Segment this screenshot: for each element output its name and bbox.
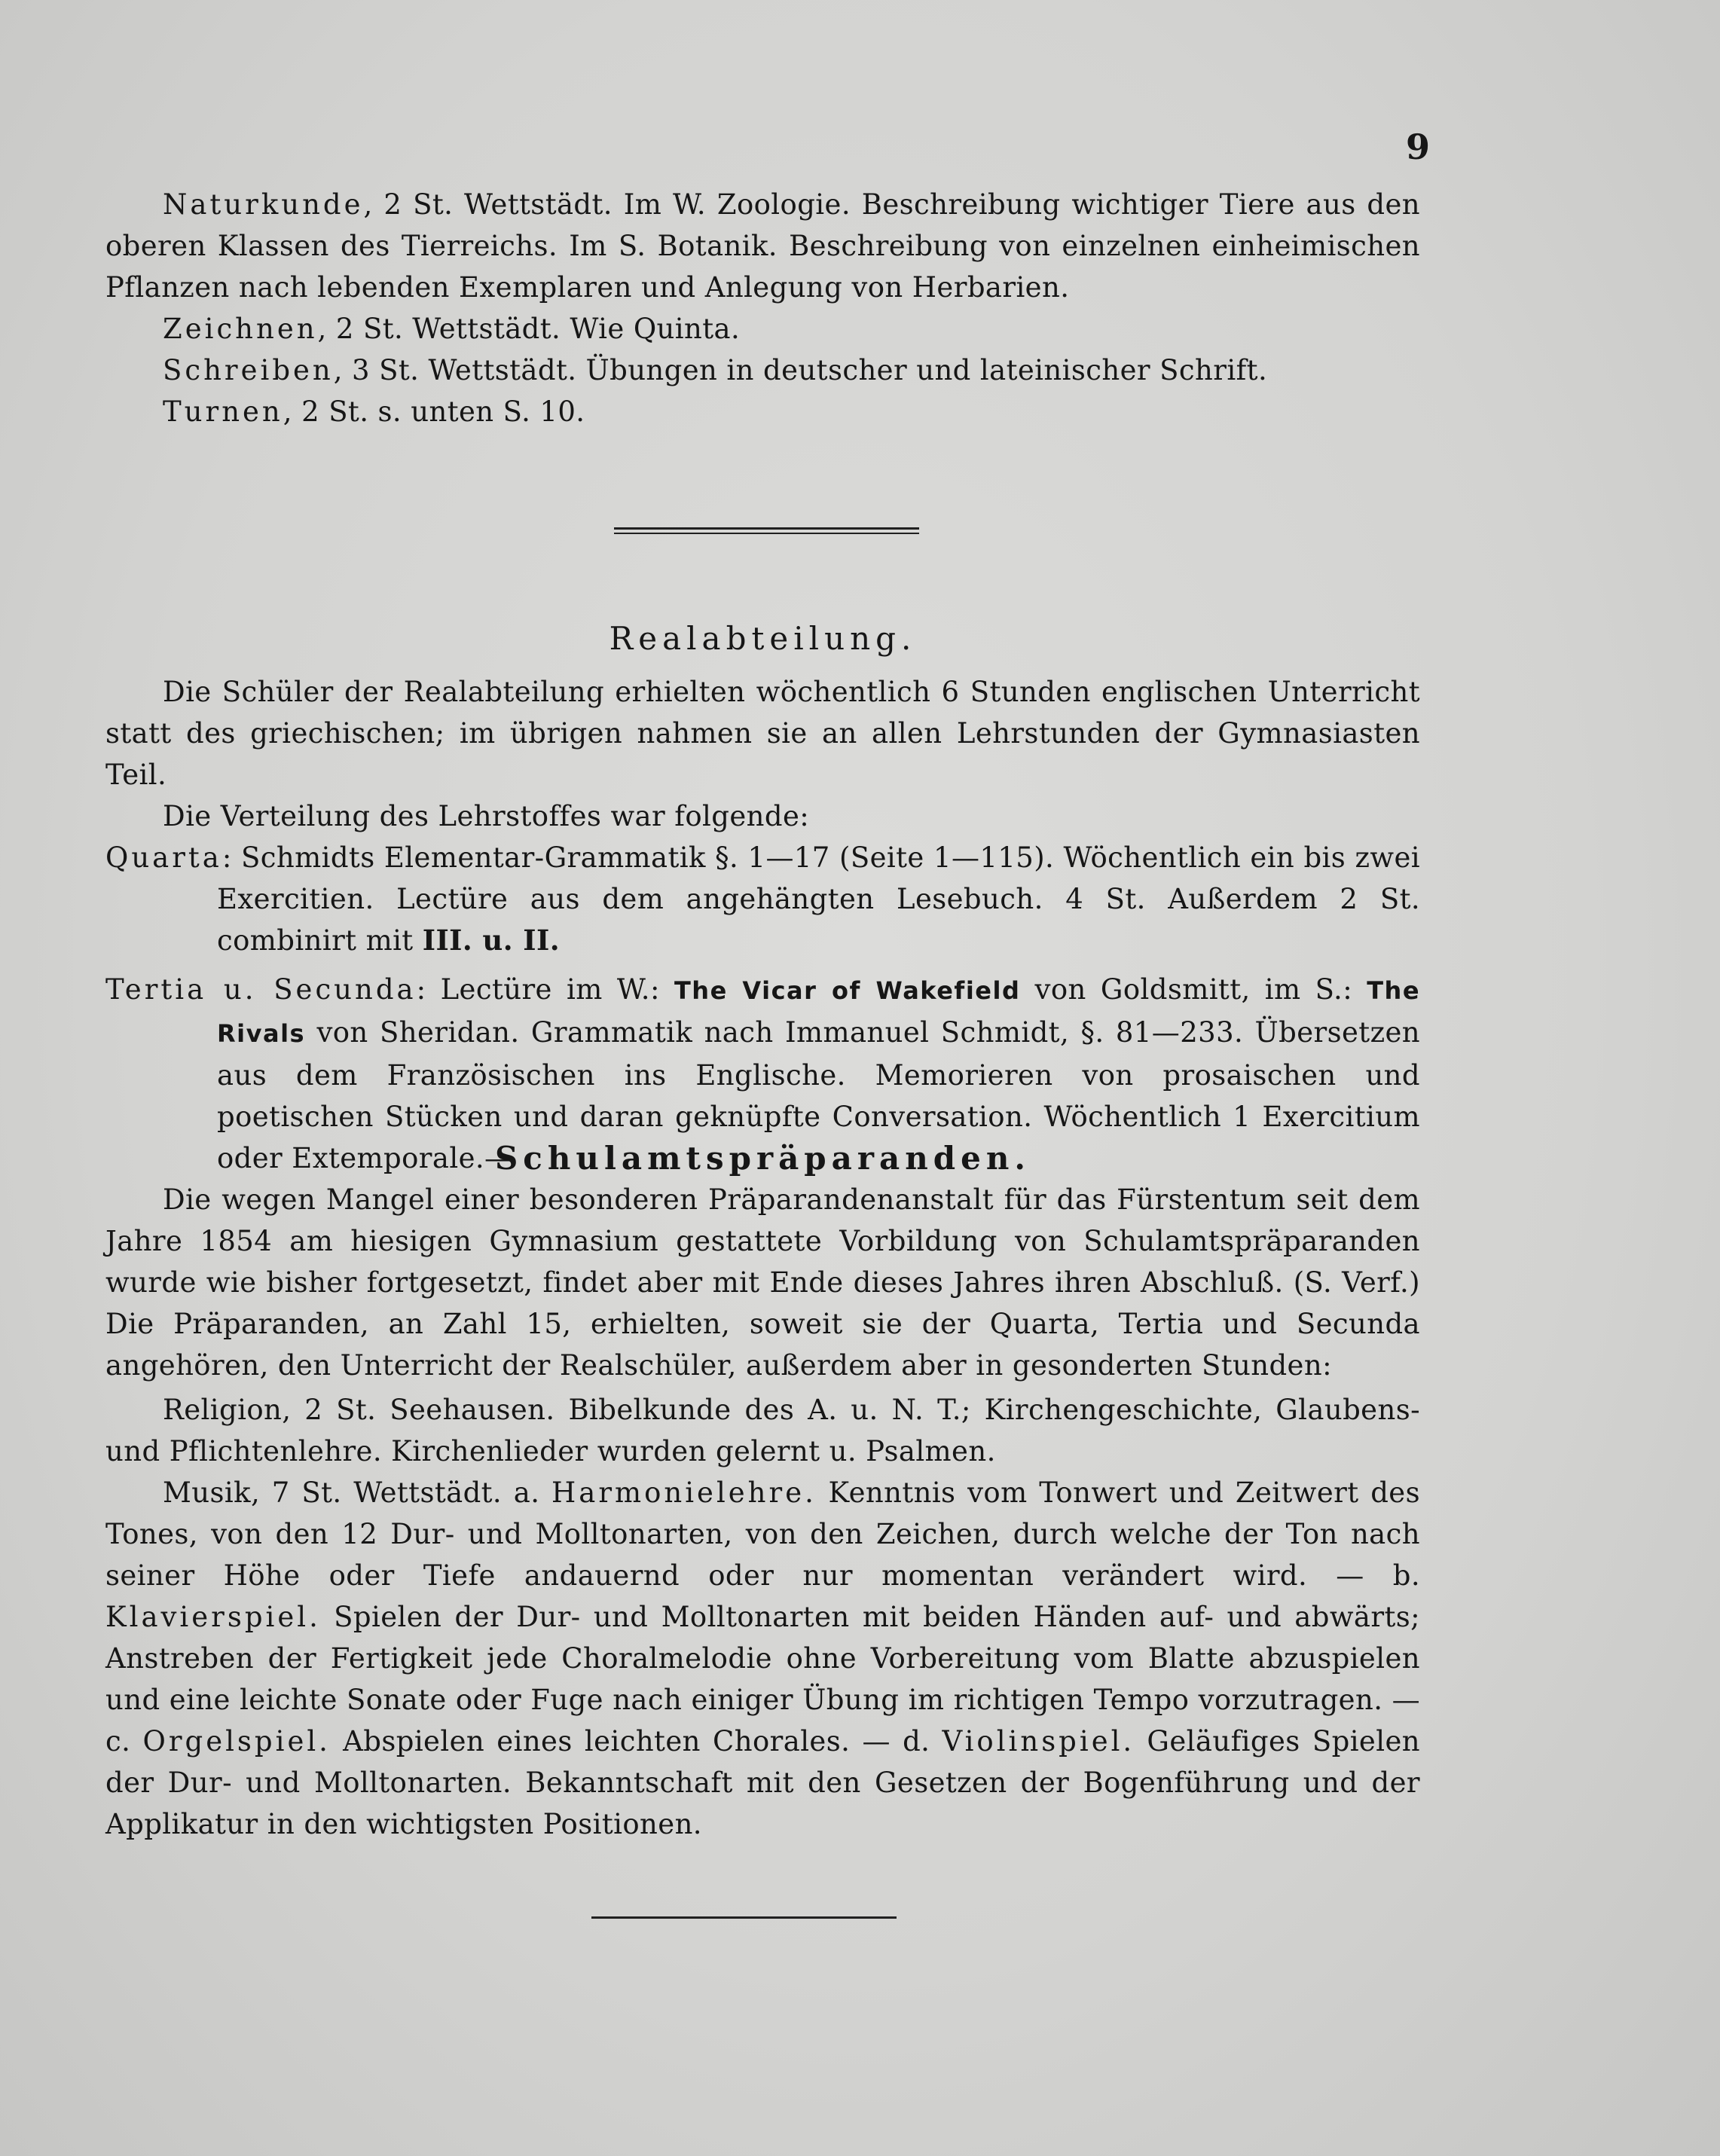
zeichnen-paragraph (105, 308, 1420, 350)
quarta-label: Quarta (105, 841, 222, 874)
quarta-text: : Schmidts Elementar-Grammatik §. 1—17 (Seite 1—115). Wöchentlich ein bis zwei Exercitien. Lectüre aus dem angehängten Lesebuch. 4 St. Außerdem 2 St. combinirt mit (217, 841, 1420, 957)
naturkunde-subject: Naturkunde (163, 188, 364, 221)
zeichnen-subject: Zeichnen (163, 313, 318, 345)
quarta-classes: III. u. II. (422, 924, 560, 957)
orgelspiel-label: Orgelspiel. (142, 1725, 331, 1757)
musik-c-text: Abspielen eines leichten Chorales. — d. (343, 1725, 930, 1757)
religion-paragraph: Religion, 2 St. Seehausen. Bibelkunde des A. u. N. T.; Kirchengeschichte, Glaubens- und Pflichtenlehre. Kirchenlieder wurden gelernt u. Psalmen. (105, 1394, 1420, 1467)
realabteilung-heading: Realabteilung. (609, 620, 917, 657)
schulamt-heading: Schulamtspräparanden. (494, 1140, 1031, 1177)
klavierspiel-label: Klavierspiel. (105, 1601, 321, 1633)
musik-d-text: Geläufiges Spielen der Dur- und Molltonarten. Bekanntschaft mit den Gesetzen der Bogenführung und der Applikatur in den wichtigsten Positionen. (105, 1725, 1420, 1840)
turnen-text: , 2 St. s. unten S. 10. (283, 395, 585, 428)
harmonielehre-label: Harmonielehre. (551, 1477, 817, 1509)
tertia-text-b: von Goldsmitt, im S.: (1034, 973, 1353, 1006)
tertia-text-a: : Lectüre im W.: (416, 973, 660, 1006)
tertia-label: Tertia u. Secunda (105, 973, 417, 1006)
turnen-paragraph (105, 391, 1420, 432)
schulamt-intro: Die wegen Mangel einer besonderen Präparandenanstalt für das Fürstentum seit dem Jahre 1854 am hiesigen Gymnasium gestattete Vorbildung von Schulamtspräparanden wurde wie bisher fortgesetzt, findet aber mit Ende dieses Jahres ihren Abschluß. (S. Verf.) Die Präparanden, an Zahl 15, erhielten, soweit sie der Quarta, Tertia und Secunda angehören, den Unterricht der Realschüler, außerdem aber in gesonderten Stunden: (105, 1183, 1420, 1382)
section-divider-bottom (591, 1916, 897, 1919)
zeichnen-text: , 2 St. Wettstädt. Wie Quinta. (317, 313, 741, 345)
page-number: 9 (1406, 127, 1431, 167)
musik-b-text: Spielen der Dur- und Molltonarten mit beiden Händen auf- und abwärts; Anstreben der Fertigkeit jede Choralmelodie ohne Vorbereitung vom Blatte abzuspielen und eine leichte Sonate oder Fuge nach einiger Übung im richtigen Tempo vorzutragen. — c. (105, 1601, 1420, 1757)
section-divider-top-second-line (614, 533, 919, 534)
quarta-entry (105, 837, 1420, 961)
naturkunde-text: , 2 St. Wettstädt. Im W. Zoologie. Beschreibung wichtiger Tiere aus den oberen Klassen des Tierreichs. Im S. Botanik. Beschreibung von einzelnen einheimischen Pflanzen nach lebenden Exemplaren und Anlegung von Herbarien. (105, 188, 1420, 304)
section-divider-top (614, 527, 919, 530)
musik-a-text: Kenntnis vom Tonwert und Zeitwert des Tones, von den 12 Dur- und Molltonarten, von den Zeichen, durch welche der Ton nach seiner Höhe oder Tiefe andauernd oder nur momentan verändert wird. — b. (105, 1477, 1420, 1592)
realabteilung-section (105, 618, 1420, 1179)
schreiben-subject: Schreiben (163, 354, 334, 386)
realabteilung-intro: Die Schüler der Realabteilung erhielten wöchentlich 6 Stunden englischen Unterricht statt des griechischen; im übrigen nahmen sie an allen Lehrstunden der Gymnasiasten Teil. (105, 676, 1420, 791)
turnen-subject: Turnen (163, 395, 283, 428)
schulamt-section (105, 1138, 1420, 1845)
subjects-section (105, 184, 1420, 432)
schreiben-text: , 3 St. Wettstädt. Übungen in deutscher und lateinischer Schrift. (333, 354, 1268, 386)
schreiben-paragraph (105, 350, 1420, 391)
violinspiel-label: Violinspiel. (942, 1725, 1135, 1757)
tertia-book-vicar: The Vicar of Wakefield (674, 976, 1021, 1005)
naturkunde-paragraph (105, 184, 1420, 308)
musik-paragraph (105, 1472, 1420, 1845)
realabteilung-verteilung: Die Verteilung des Lehrstoffes war folgende: (163, 800, 810, 832)
tertia-book-rivals: The Rivals (217, 976, 1421, 1048)
tertia-text-c: von Sheridan. Grammatik nach Immanuel Schmidt, §. 81—233. Übersetzen aus dem Französischen ins Englische. Memorieren von prosaischen und poetischen Stücken und daran geknüpfte Conversation. Wöchentlich 1 Exercitium oder Extemporale.— (217, 1016, 1420, 1174)
musik-intro: Musik, 7 St. Wettstädt. a. (163, 1477, 540, 1509)
